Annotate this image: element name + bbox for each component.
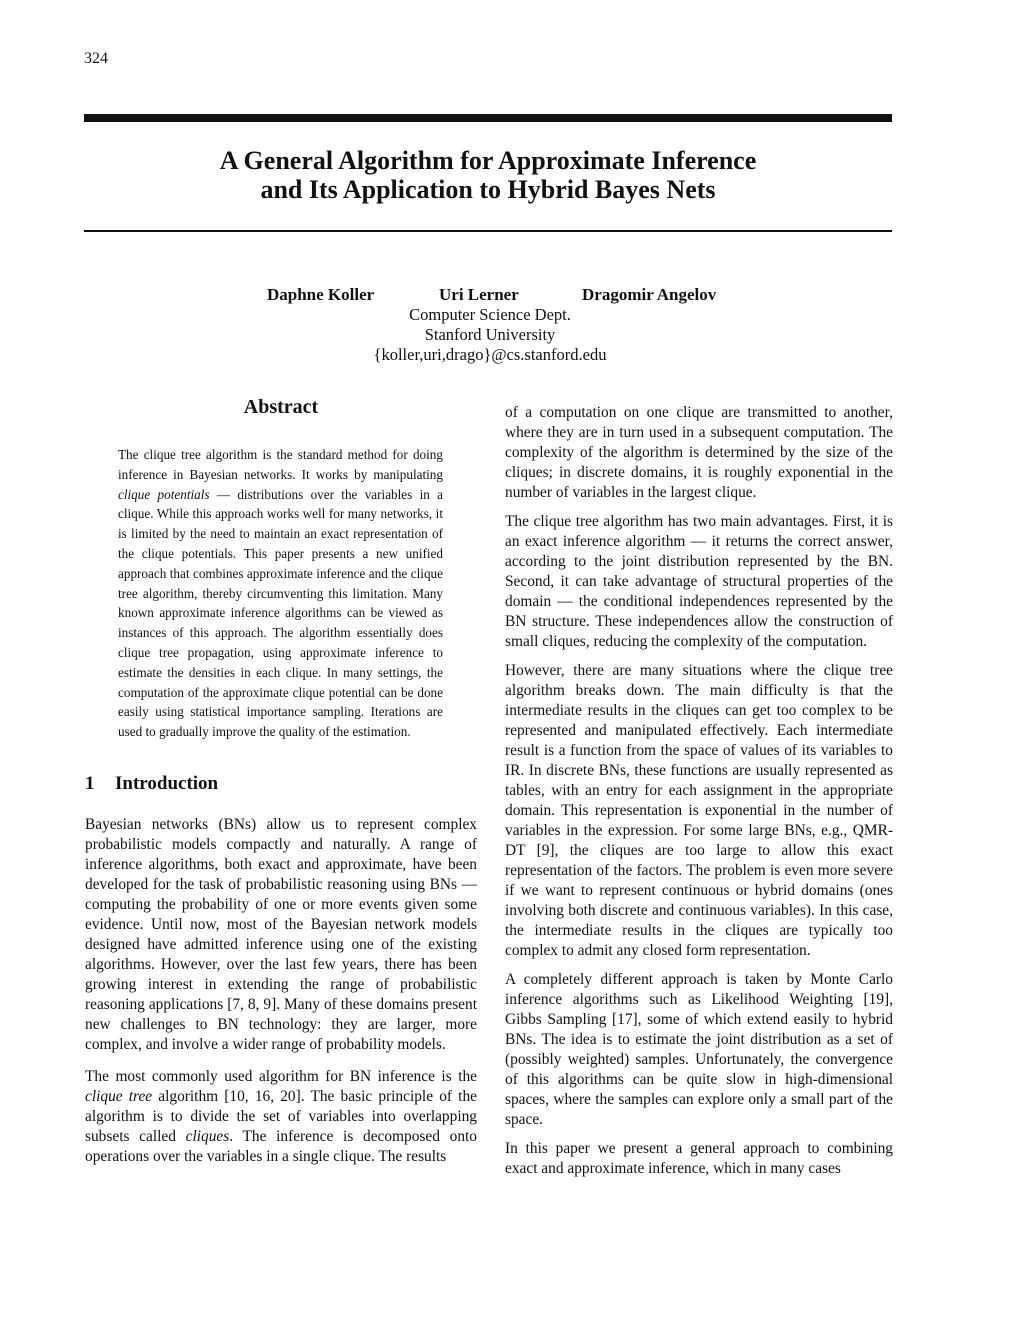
section-title: Introduction xyxy=(115,772,219,794)
term-emphasis: clique tree xyxy=(85,1087,153,1105)
paragraph-text-part: . The inference is decomposed onto operations over the variables in a single clique. The results xyxy=(85,1127,477,1165)
left-column xyxy=(85,395,477,1179)
title-line-1: A General Algorithm for Approximate Inference xyxy=(219,146,757,175)
paper-title xyxy=(84,146,892,204)
paragraph xyxy=(85,1067,477,1167)
abstract-emphasis: clique potentials xyxy=(118,486,210,502)
paragraph-text-part: The most commonly used algorithm for BN inference is the xyxy=(85,1067,477,1085)
affiliation-block xyxy=(300,305,680,365)
paragraph: of a computation on one clique are transmitted to another, where they are in turn used in a subsequent computation. The complexity of the algorithm is determined by the size of the cliques; in discrete domains, it is roughly exponential in the number of variables in the largest clique. xyxy=(505,404,893,501)
abstract-heading: Abstract xyxy=(243,396,319,418)
title-top-rule xyxy=(84,114,892,122)
paragraph: The clique tree algorithm has two main advantages. First, it is an exact inference algorithm — it returns the correct answer, according to the joint distribution represented by the BN. Second, it can take advantage of structural properties of the domain — the conditional independences represented by the BN structure. These independences allow the construction of small cliques, reducing the complexity of the computation. xyxy=(505,513,893,650)
abstract-text-part: — distributions over the variables in a clique. While this approach works well for many networks, it is limited by the need to maintain an exact representation of the clique potentials. This paper presents a new unified approach that combines approximate inference and the clique tree algorithm, thereby circumventing this limitation. Many known approximate inference algorithms can be viewed as instances of this approach. The algorithm essentially does clique tree propagation, using approximate inference to estimate the densities in each clique. In many settings, the computation of the approximate clique potential can be done easily using statistical importance sampling. Iterations are used to gradually improve the quality of the estimation. xyxy=(118,486,443,740)
page-number: 324 xyxy=(84,50,108,67)
affiliation-department: Computer Science Dept. xyxy=(409,305,571,324)
paragraph-text-part: algorithm [10, 16, 20]. The basic principle of the algorithm is to divide the set of variables into overlapping subsets called xyxy=(85,1087,477,1145)
title-bottom-rule xyxy=(84,230,892,232)
author-name: Uri Lerner xyxy=(439,285,519,304)
section-heading-introduction xyxy=(85,772,477,796)
term-emphasis: cliques xyxy=(185,1127,230,1145)
abstract-text xyxy=(118,445,443,742)
affiliation-university: Stanford University xyxy=(424,325,556,344)
affiliation-email: {koller,uri,drago}@cs.stanford.edu xyxy=(373,345,607,364)
section-number: 1 xyxy=(85,772,95,794)
author-name: Dragomir Angelov xyxy=(582,285,717,304)
abstract-text-part: The clique tree algorithm is the standard method for doing inference in Bayesian networks. It works by manipulating xyxy=(118,447,443,482)
author-name: Daphne Koller xyxy=(267,285,375,304)
paragraph: Bayesian networks (BNs) allow us to represent complex probabilistic models compactly and naturally. A range of inference algorithms, both exact and approximate, have been developed for the task of probabilistic reasoning using BNs — computing the probability of one or more events given some evidence. Until now, most of the Bayesian network models designed have admitted inference using one of the existing algorithms. However, over the last few years, there has been growing interest in extending the range of probabilistic reasoning applications [7, 8, 9]. Many of these domains present new challenges to BN technology: they are larger, more complex, and involve a wider range of probability models. xyxy=(85,815,477,1053)
paragraph: However, there are many situations where the clique tree algorithm breaks down. The main difficulty is that the intermediate results in the cliques can get too complex to be represented and manipulated effectively. Each intermediate result is a function from the space of values of its variables to IR. In discrete BNs, these functions are usually represented as tables, with an entry for each assignment in the appropriate domain. This representation is exponential in the number of variables in the expression. For some large BNs, e.g., QMR-DT [9], the cliques are too large to allow this exact representation of the factors. The problem is even more severe if we want to represent continuous or hybrid domains (ones involving both discrete and continuous variables). In this case, the intermediate results in the cliques are typically too complex to admit any closed form representation. xyxy=(505,662,893,959)
right-column xyxy=(505,403,893,1188)
paragraph: In this paper we present a general approach to combining exact and approximate inference, which in many cases xyxy=(505,1140,893,1177)
paragraph: A completely different approach is taken by Monte Carlo inference algorithms such as Likelihood Weighting [19], Gibbs Sampling [17], some of which extend easily to hybrid BNs. The idea is to estimate the joint distribution as a set of (possibly weighted) samples. Unfortunately, the convergence of this algorithms can be quite slow in high-dimensional spaces, where the samples can explore only a small part of the space. xyxy=(505,971,893,1128)
title-line-2: and Its Application to Hybrid Bayes Nets xyxy=(260,175,716,204)
